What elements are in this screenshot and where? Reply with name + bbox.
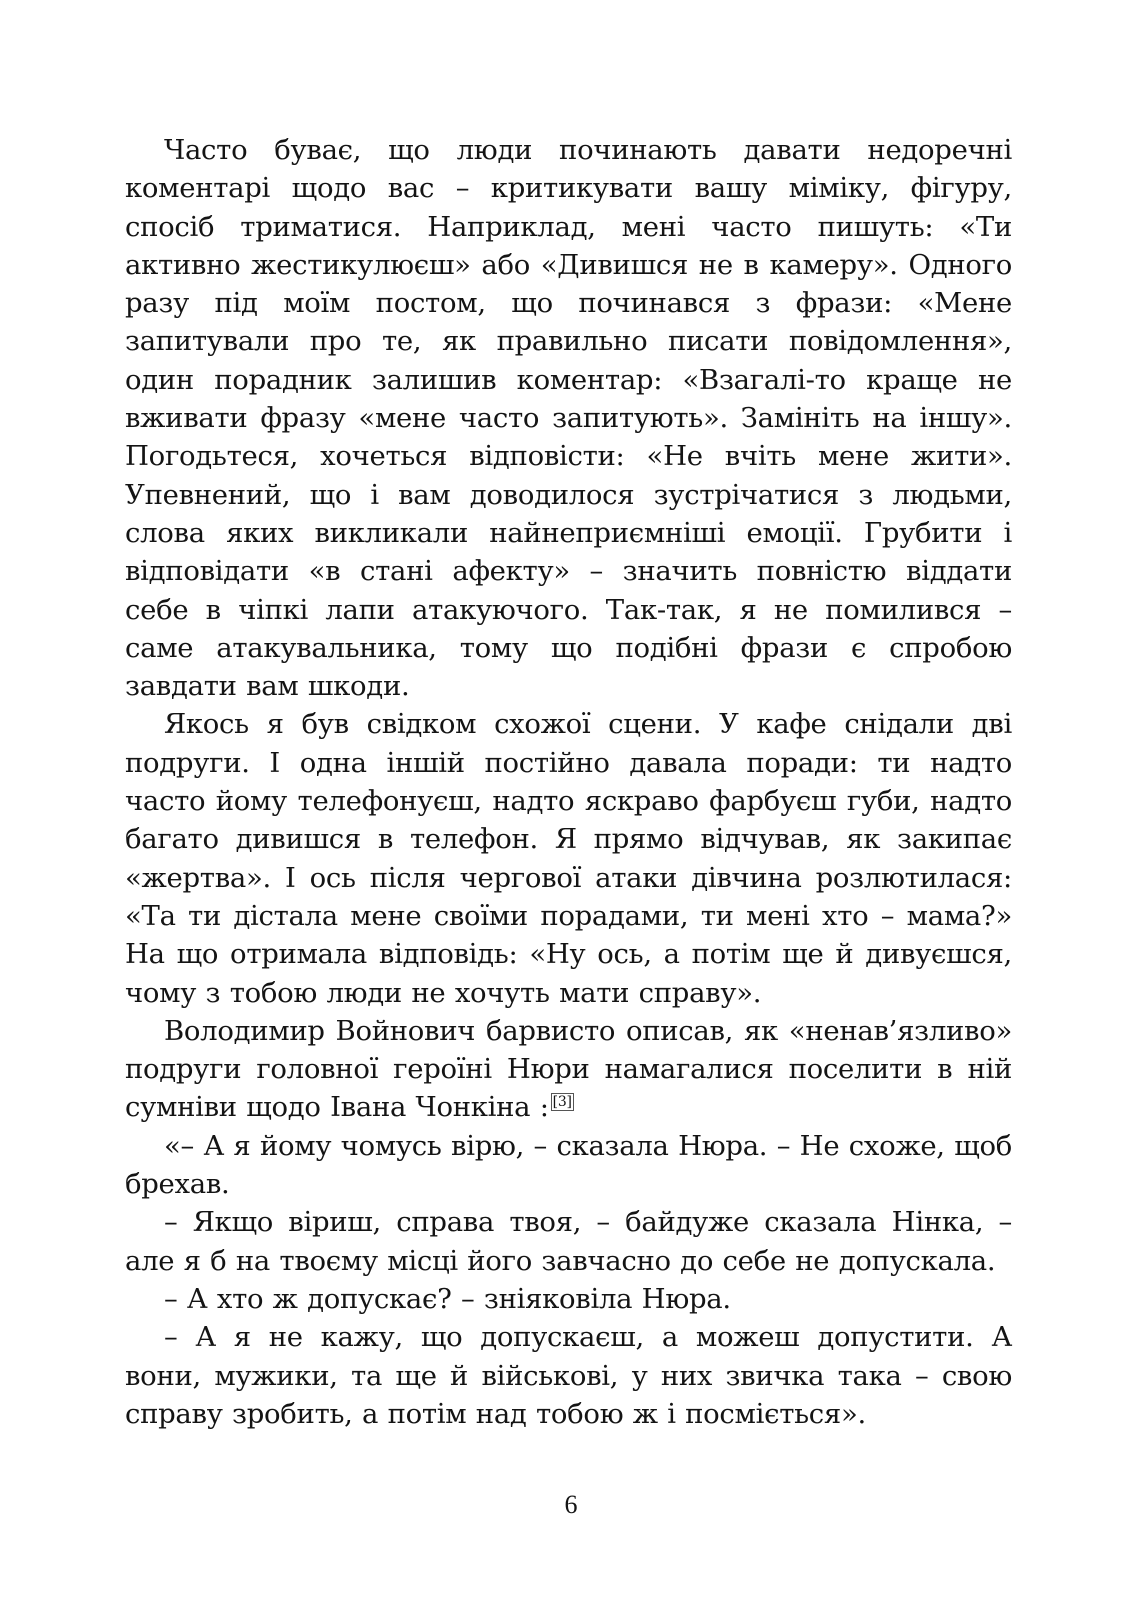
paragraph-7: – А я не кажу, що допускаєш, а можеш допустити. А вони, мужики, та ще й військові, у них звичка така – свою справу зробить, а потім над тобою ж і посміється». bbox=[125, 1321, 1012, 1430]
paragraph-6: – А хто ж допускає? – зніяковіла Нюра. bbox=[164, 1282, 731, 1315]
paragraph-1: Часто буває, що люди починають давати недоречні коментарі щодо вас – критикувати вашу міміку, фігуру, спосіб триматися. Наприклад, мені часто пишуть: «Ти активно жестикулюєш» або «Дивишся не в камеру». Одного разу під моїм постом, що починався з фрази: «Мене запитували про те, як правильно писати повідомлення», один порадник залишив коментар: «Взагалі-то краще не вживати фразу «мене часто запитують». Замініть на іншу». Погодьтеся, хочеться відповісти: «Не вчіть мене жити». Упевнений, що і вам доводилося зустрічатися з людьми, слова яких викликали найнеприємніші емоції. Грубити і відповідати «в стані афекту» – значить повністю віддати себе в чіпкі лапи атакуючого. Так-так, я не помилився – саме атакувальника, тому що подібні фрази є спробою завдати вам шкоди. bbox=[125, 134, 1012, 703]
paragraph-5: – Якщо віриш, справа твоя, – байдуже сказала Нінка, – але я б на твоєму місці його завчасно до себе не допускала. bbox=[125, 1206, 1012, 1277]
page-body bbox=[125, 131, 1012, 1433]
paragraph-3-text: Володимир Войнович барвисто описав, як «ненав’язливо» подруги головної героїні Нюри намагалися поселити в ній сумніви щодо Івана Чонкіна : bbox=[125, 1014, 1012, 1124]
paragraph-2: Якось я був свідком схожої сцени. У кафе снідали дві подруги. І одна іншій постійно давала поради: ти надто часто йому телефонуєш, надто яскраво фарбуєш губи, надто багато дивишся в телефон. Я прямо відчував, як закипає «жертва». І ось після чергової атаки дівчина розлютилася: «Та ти дістала мене своїми порадами, ти мені хто – мама?» На що отримала відповідь: «Ну ось, а потім ще й дивуєшся, чому з тобою люди не хочуть мати справу». bbox=[125, 708, 1012, 1009]
paragraph-4: «– А я йому чомусь вірю, – сказала Нюра. – Не схоже, щоб брехав. bbox=[125, 1129, 1012, 1201]
page-number: 6 bbox=[564, 1490, 578, 1519]
paragraph-3 bbox=[125, 1012, 1012, 1127]
footnote-link[interactable]: [3] bbox=[552, 1094, 572, 1111]
